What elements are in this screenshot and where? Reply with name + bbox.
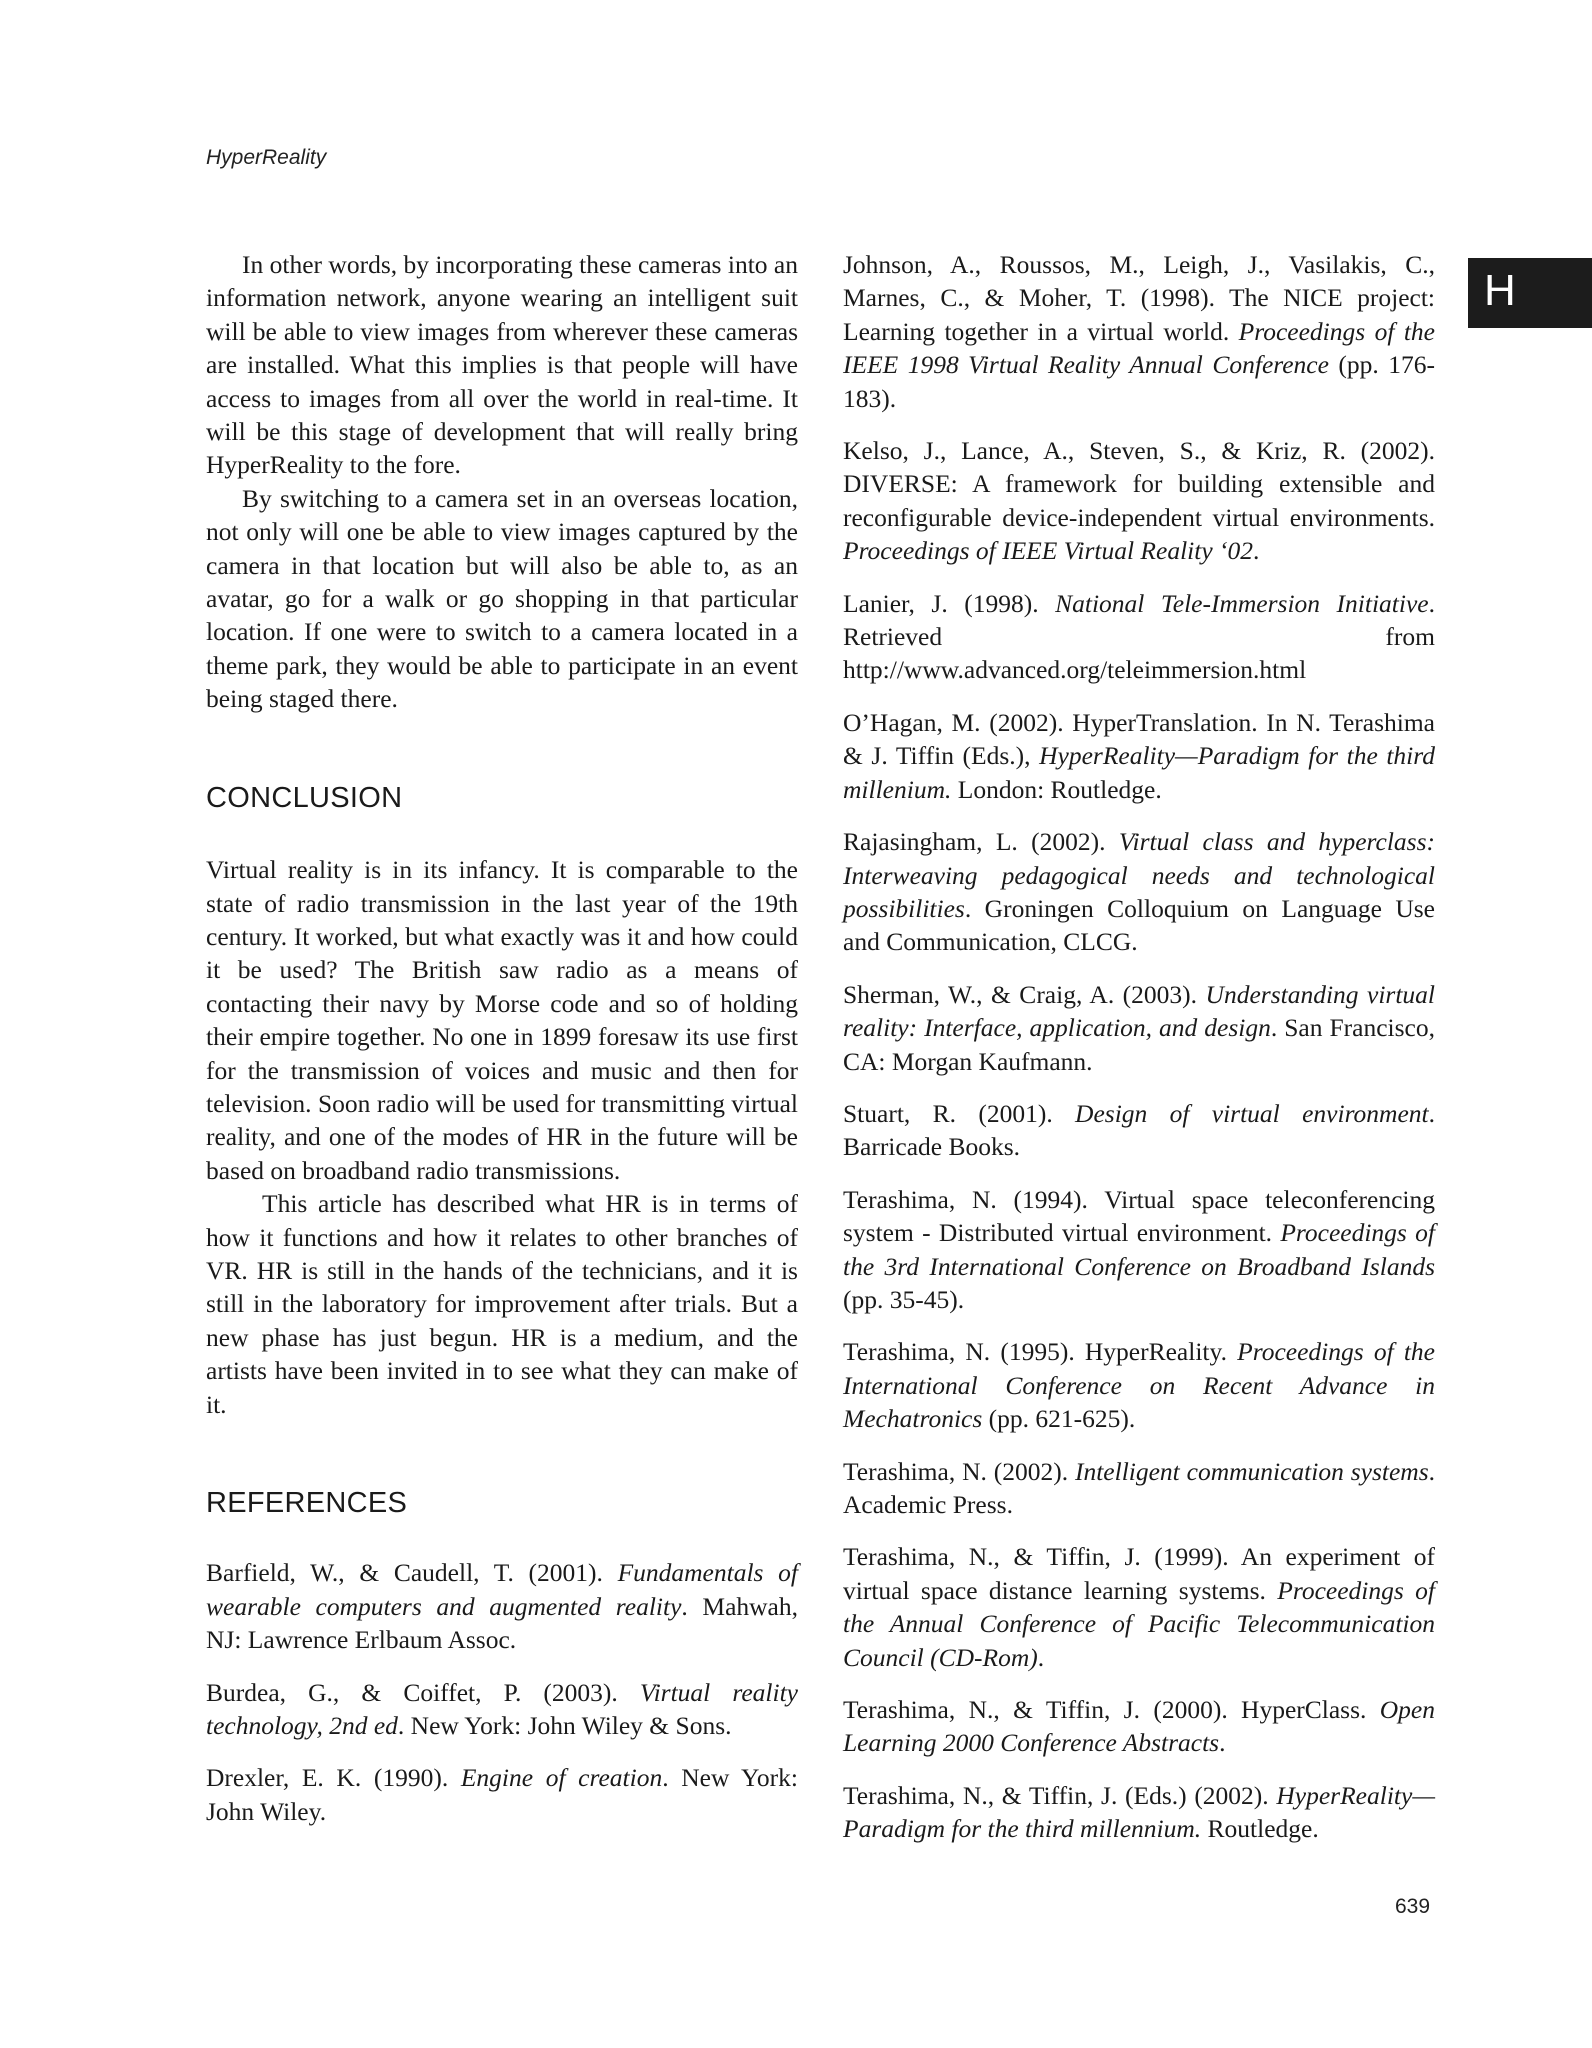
- reference-item: Barfield, W., & Caudell, T. (2001). Fundamentals of wearable computers and augmented reality. Mahwah, NJ: Lawrence Erlbaum Assoc.: [206, 1558, 798, 1655]
- reference-item: Burdea, G., & Coiffet, P. (2003). Virtual reality technology, 2nd ed. New York: John Wiley & Sons.: [206, 1677, 798, 1741]
- body-paragraph: By switching to a camera set in an overseas location, not only will one be able to view images captured by the camera in that location but will also be able to, as an avatar, go for a walk or go shopping in that particular location. If one were to switch to a camera located in a theme park, they would be able to participate in an event being staged there.: [206, 483, 798, 714]
- reference-item: Johnson, A., Roussos, M., Leigh, J., Vasilakis, C., Marnes, C., & Moher, T. (1998). The NICE project: Learning together in a virtual world. Proceedings of the IEEE 1998 Virtual Reality Annual Conference (pp. 176-183).: [843, 250, 1436, 413]
- left-column: [206, 248, 798, 1847]
- reference-item: Terashima, N. (1994). Virtual space teleconferencing system - Distributed virtual environment. Proceedings of the 3rd International Conference on Broadband Islands (pp. 35-45).: [843, 1184, 1435, 1314]
- reference-item: Lanier, J. (1998). National Tele-Immersion Initiative. Retrieved from http://www.advanced.org/teleimmersion.html: [843, 588, 1435, 685]
- reference-item: Terashima, N., & Tiffin, J. (1999). An experiment of virtual space distance learning systems. Proceedings of the Annual Conference of Pacific Telecommunication Council (CD-Rom).: [843, 1542, 1436, 1672]
- right-column: [843, 248, 1435, 1865]
- reference-item: Sherman, W., & Craig, A. (2003). Understanding virtual reality: Interface, application, and design. San Francisco, CA: Morgan Kaufmann.: [843, 979, 1436, 1076]
- conclusion-paragraph: Virtual reality is in its infancy. It is comparable to the state of radio transmission in the last year of the 19th century. It worked, but what exactly was it and how could it be used? The British saw radio as a means of contacting their navy by Morse code and so of holding their empire together. No one in 1899 foresaw its use first for the transmission of voices and music and then for television. Soon radio will be used for transmitting virtual reality, and one of the modes of HR in the future will be based on broadband radio transmissions.: [206, 855, 798, 1185]
- thumb-tab-letter: H: [1484, 266, 1516, 315]
- page-number: 639: [1395, 1895, 1431, 1918]
- reference-item: Kelso, J., Lance, A., Steven, S., & Kriz, R. (2002). DIVERSE: A framework for building extensible and reconfigurable device-independent virtual environments. Proceedings of IEEE Virtual Reality ‘02.: [843, 436, 1435, 566]
- conclusion-paragraph: This article has described what HR is in terms of how it functions and how it relates to other branches of VR. HR is still in the hands of the technicians, and it is still in the laboratory for improvement after trials. But a new phase has just begun. HR is a medium, and the artists have been invited in to see what they can make of it.: [206, 1189, 798, 1419]
- reference-item: O’Hagan, M. (2002). HyperTranslation. In N. Terashima & J. Tiffin (Eds.), HyperReality—Paradigm for the third millenium. London: Routledge.: [843, 707, 1435, 804]
- references-heading: REFERENCES: [206, 1487, 408, 1519]
- reference-item: Terashima, N. (2002). Intelligent communication systems. Academic Press.: [843, 1456, 1436, 1519]
- reference-item: Terashima, N., & Tiffin, J. (2000). HyperClass. Open Learning 2000 Conference Abstracts.: [843, 1695, 1435, 1758]
- body-paragraph: In other words, by incorporating these cameras into an information network, anyone wearing an intelligent suit will be able to view images from wherever these cameras are installed. What this implies is that people will have access to images from all over the world in real-time. It will be this stage of development that will really bring HyperReality to the fore.: [206, 250, 798, 480]
- conclusion-heading: CONCLUSION: [206, 781, 403, 814]
- section-thumb-tab: [1468, 258, 1592, 328]
- reference-item: Terashima, N., & Tiffin, J. (Eds.) (2002). HyperReality—Paradigm for the third millennium. Routledge.: [843, 1780, 1435, 1844]
- reference-item: Drexler, E. K. (1990). Engine of creation. New York: John Wiley.: [206, 1763, 798, 1826]
- running-head: HyperReality: [206, 146, 327, 169]
- reference-item: Rajasingham, L. (2002). Virtual class and hyperclass: Interweaving pedagogical needs and technological possibilities. Groningen Colloquium on Language Use and Communication, CLCG.: [843, 827, 1436, 957]
- reference-item: Terashima, N. (1995). HyperReality. Proceedings of the International Conference on Recent Advance in Mechatronics (pp. 621-625).: [843, 1337, 1435, 1434]
- reference-item: Stuart, R. (2001). Design of virtual environment. Barricade Books.: [843, 1098, 1435, 1162]
